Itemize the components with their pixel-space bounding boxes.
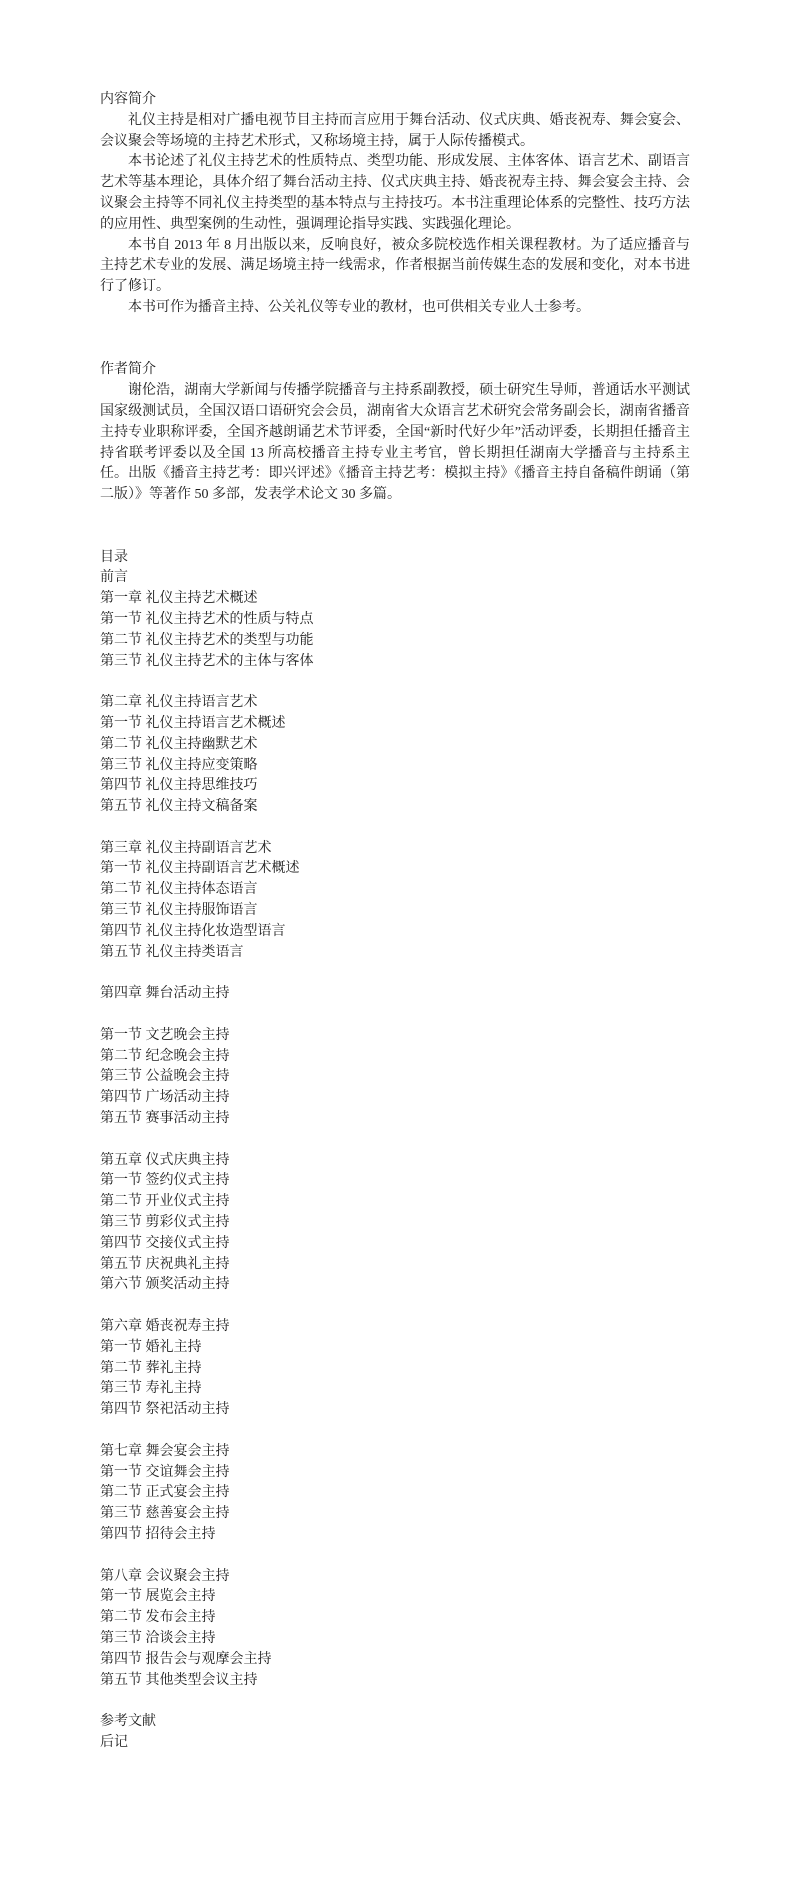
toc-entry: 第四节 礼仪主持思维技巧 <box>100 778 258 794</box>
toc-entry: 第一节 文艺晚会主持 <box>100 1027 230 1043</box>
toc-heading: 目录 <box>100 549 128 565</box>
toc-entry: 第二节 开业仪式主持 <box>100 1194 230 1210</box>
toc-group-9 <box>100 1567 690 1692</box>
toc-group-3 <box>100 839 690 964</box>
toc-entry: 第四节 招待会主持 <box>100 1526 216 1542</box>
toc-entry: 第四节 祭祀活动主持 <box>100 1402 230 1418</box>
toc-entry: 第二章 礼仪主持语言艺术 <box>100 695 258 711</box>
toc-entry: 第二节 正式宴会主持 <box>100 1485 230 1501</box>
toc-group-10 <box>100 1712 690 1754</box>
toc-entry: 第四章 舞台活动主持 <box>100 986 230 1002</box>
toc-entry: 第四节 交接仪式主持 <box>100 1235 230 1251</box>
toc-entry: 参考文献 <box>100 1714 156 1730</box>
toc-entry: 第三节 礼仪主持服饰语言 <box>100 903 258 919</box>
toc-entry: 前言 <box>100 570 128 586</box>
toc-group-6 <box>100 1151 690 1297</box>
toc-entry: 第二节 葬礼主持 <box>100 1360 202 1376</box>
toc-entry: 第四节 礼仪主持化妆造型语言 <box>100 923 286 939</box>
toc-section <box>100 548 690 1754</box>
toc-entry: 第三节 慈善宴会主持 <box>100 1506 230 1522</box>
toc-entry: 第二节 纪念晚会主持 <box>100 1048 230 1064</box>
toc-entry: 第三节 礼仪主持艺术的主体与客体 <box>100 653 314 669</box>
toc-entry: 第一节 签约仪式主持 <box>100 1173 230 1189</box>
content-intro-paragraph-4: 本书可作为播音主持、公关礼仪等专业的教材，也可供相关专业人士参考。 <box>128 299 590 315</box>
toc-entry: 第二节 礼仪主持艺术的类型与功能 <box>100 632 314 648</box>
toc-entry: 第五节 庆祝典礼主持 <box>100 1256 230 1272</box>
toc-entry: 第六章 婚丧祝寿主持 <box>100 1319 230 1335</box>
content-intro-section <box>100 90 690 319</box>
toc-entry: 第三节 公益晚会主持 <box>100 1069 230 1085</box>
toc-entry: 第一章 礼仪主持艺术概述 <box>100 591 258 607</box>
toc-entry: 第八章 会议聚会主持 <box>100 1568 230 1584</box>
toc-entry: 第五节 其他类型会议主持 <box>100 1672 258 1688</box>
toc-entry: 第一节 礼仪主持副语言艺术概述 <box>100 861 300 877</box>
toc-entry: 第五章 仪式庆典主持 <box>100 1152 230 1168</box>
toc-entry: 第三节 剪彩仪式主持 <box>100 1215 230 1231</box>
toc-entry: 第二节 发布会主持 <box>100 1610 216 1626</box>
toc-entry: 第一节 婚礼主持 <box>100 1339 202 1355</box>
toc-entry: 第七章 舞会宴会主持 <box>100 1443 230 1459</box>
toc-entry: 第四节 广场活动主持 <box>100 1090 230 1106</box>
toc-entry: 第一节 交谊舞会主持 <box>100 1464 230 1480</box>
toc-entry: 第五节 赛事活动主持 <box>100 1111 230 1127</box>
toc-entry: 第三节 礼仪主持应变策略 <box>100 757 258 773</box>
toc-group-8 <box>100 1442 690 1546</box>
toc-group-7 <box>100 1317 690 1421</box>
toc-group-2 <box>100 693 690 818</box>
author-intro-section <box>100 360 690 506</box>
toc-entry: 第二节 礼仪主持体态语言 <box>100 882 258 898</box>
toc-group-1 <box>100 568 690 672</box>
toc-entry: 第一节 礼仪主持语言艺术概述 <box>100 715 286 731</box>
toc-group-4 <box>100 984 690 1005</box>
toc-entry: 第三节 洽谈会主持 <box>100 1630 216 1646</box>
toc-group-5 <box>100 1026 690 1130</box>
toc-list <box>100 568 690 1753</box>
toc-entry: 第五节 礼仪主持文稿备案 <box>100 799 258 815</box>
toc-entry: 第一节 礼仪主持艺术的性质与特点 <box>100 611 314 627</box>
content-intro-paragraph-2: 本书论述了礼仪主持艺术的性质特点、类型功能、形成发展、主体客体、语言艺术、副语言艺术等基本理论，具体介绍了舞台活动主持、仪式庆典主持、婚丧祝寿主持、舞会宴会主持、会议聚会主持等不同礼仪主持类型的基本特点与主持技巧。本书注重理论体系的完整性、技巧方法的应用性、典型案例的生动性，强调理论指导实践、实践强化理论。 <box>100 154 690 232</box>
toc-entry: 第四节 报告会与观摩会主持 <box>100 1651 272 1667</box>
toc-entry: 第二节 礼仪主持幽默艺术 <box>100 736 258 752</box>
toc-entry: 第六节 颁奖活动主持 <box>100 1277 230 1293</box>
toc-entry: 第五节 礼仪主持类语言 <box>100 944 244 960</box>
toc-entry: 第三节 寿礼主持 <box>100 1381 202 1397</box>
toc-entry: 第一节 展览会主持 <box>100 1589 216 1605</box>
author-intro-paragraph: 谢伦浩，湖南大学新闻与传播学院播音与主持系副教授，硕士研究生导师，普通话水平测试国家级测试员，全国汉语口语研究会会员，湖南省大众语言艺术研究会常务副会长，湖南省播音主持专业职称评委，全国齐越朗诵艺术节评委，全国“新时代好少年”活动评委，长期担任播音主持省联考评委以及全国 13 所高校播音主持专业主考官，曾长期担任湖南大学播音与主持系主任。出版《播音主持艺考：即兴评述》《播音主持艺考：模拟主持》《播音主持自备稿件朗诵（第二版）》等著作 50 多部，发表学术论文 30 多篇。 <box>100 383 690 503</box>
author-intro-heading: 作者简介 <box>100 362 156 378</box>
toc-entry: 后记 <box>100 1734 128 1750</box>
content-intro-heading: 内容简介 <box>100 92 156 107</box>
toc-entry: 第三章 礼仪主持副语言艺术 <box>100 840 272 856</box>
content-intro-paragraph-3: 本书自 2013 年 8 月出版以来，反响良好，被众多院校选作相关课程教材。为了适应播音与主持艺术专业的发展、满足场境主持一线需求，作者根据当前传媒生态的发展和变化，对本书进行了修订。 <box>100 237 690 295</box>
content-intro-paragraph-1: 礼仪主持是相对广播电视节目主持而言应用于舞台活动、仪式庆典、婚丧祝寿、舞会宴会、会议聚会等场境的主持艺术形式，又称场境主持，属于人际传播模式。 <box>100 112 690 149</box>
